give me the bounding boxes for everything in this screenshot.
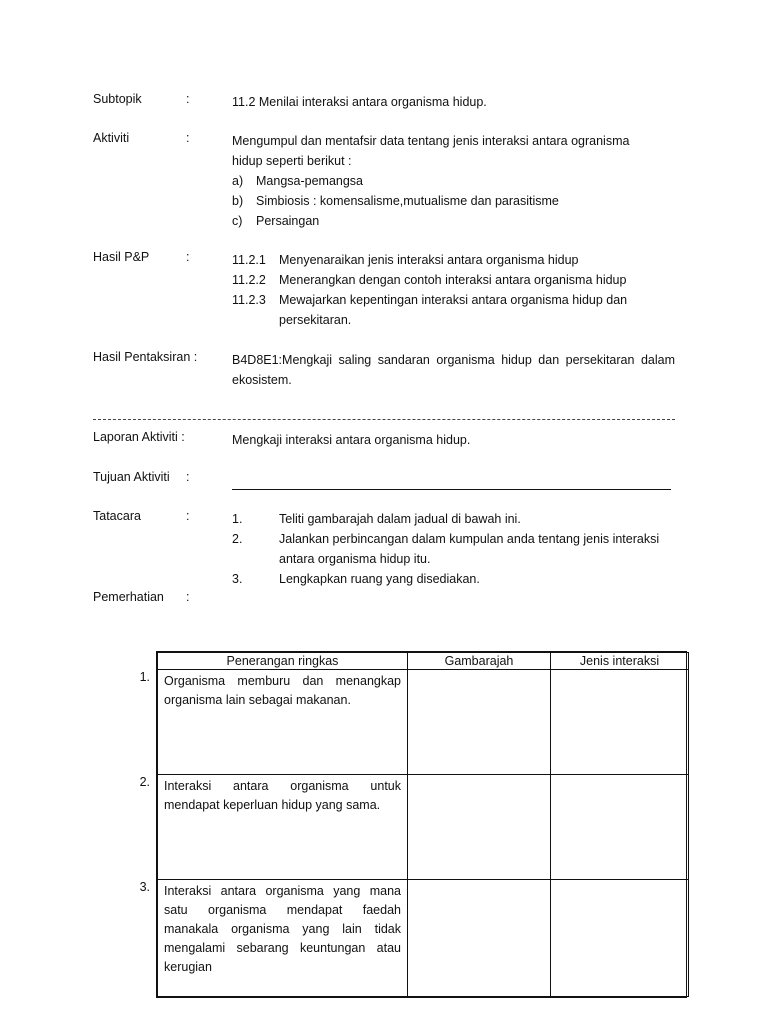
aktiviti-item-text: Persaingan [256,214,320,228]
aktiviti-content [232,131,675,231]
table-header-row [158,653,689,670]
subtopik-value: 11.2 Menilai interaksi antara organisma hidup. [232,95,487,109]
hasil-pp-code: 11.2.2 [232,273,266,287]
tatacara-step-num: 3. [232,572,243,586]
jenis-interaksi-cell[interactable] [551,775,689,880]
hasil-pp-item [232,290,675,310]
hasil-pp-text: Menyenaraikan jenis interaksi antara organisma hidup [279,253,579,267]
pemerhatian-colon: : [186,590,190,604]
aktiviti-item-marker: b) [232,194,244,208]
table-row [158,775,689,880]
tatacara-step-text: Teliti gambarajah dalam jadual di bawah ini. [279,512,521,526]
hasil-pp-text: Mewajarkan kepentingan interaksi antara organisma hidup dan [279,293,628,307]
tujuan-aktiviti-colon: : [186,470,190,484]
tatacara-step-text: Lengkapkan ruang yang disediakan. [279,572,480,586]
pemerhatian-label: Pemerhatian [93,590,164,604]
row-description: Organisma memburu dan menangkap organisma lain sebagai makanan. [158,670,408,775]
tujuan-aktiviti-content [232,470,675,490]
hasil-pp-code: 11.2.3 [232,293,266,307]
aktiviti-item [232,191,675,211]
aktiviti-item-marker: c) [232,214,243,228]
aktiviti-intro-line2: hidup seperti berikut : [232,154,352,168]
tatacara-colon: : [186,509,190,523]
tatacara-step-text: Jalankan perbincangan dalam kumpulan anda tentang jenis interaksi [279,532,660,546]
gambarajah-cell[interactable] [408,670,551,775]
table-row-number: 1. [139,670,150,684]
header-jenis-interaksi: Jenis interaksi [551,653,689,670]
row-description: Interaksi antara organisma untuk mendapat keperluan hidup yang sama. [158,775,408,880]
table-row-number: 2. [139,775,150,789]
tatacara-content [232,509,675,589]
tatacara-step [232,509,675,529]
tujuan-aktiviti-label: Tujuan Aktiviti [93,470,170,484]
row-description: Interaksi antara organisma yang mana satu organisma mendapat faedah manakala organisma yang lain tidak mengalami sebarang keuntungan atau kerugian [158,880,408,997]
hasil-pp-code: 11.2.1 [232,253,266,267]
subtopik-label: Subtopik [93,92,142,106]
table-row [158,670,689,775]
aktiviti-item-text: Mangsa-pemangsa [256,174,364,188]
gambarajah-cell[interactable] [408,775,551,880]
dashed-divider [93,419,675,420]
table-row [158,880,689,997]
hasil-pentaksiran-content [232,350,675,390]
hasil-pp-item [232,270,675,290]
aktiviti-item-text: Simbiosis : komensalisme,mutualisme dan parasitisme [256,194,559,208]
header-gambarajah: Gambarajah [408,653,551,670]
hasil-pentaksiran-line2: ekosistem. [232,373,292,387]
subtopik-colon: : [186,92,190,106]
jenis-interaksi-cell[interactable] [551,880,689,997]
tatacara-label: Tatacara [93,509,141,523]
tatacara-step [232,569,675,589]
aktiviti-item [232,211,675,231]
aktiviti-intro-line1: Mengumpul dan mentafsir data tentang jenis interaksi antara ogranisma [232,134,630,148]
tatacara-step-num: 1. [232,512,243,526]
laporan-aktiviti-value: Mengkaji interaksi antara organisma hidup. [232,433,471,447]
interaction-table [156,651,687,998]
hasil-pp-text: Menerangkan dengan contoh interaksi antara organisma hidup [279,273,627,287]
hasil-pp-item [232,250,675,270]
laporan-aktiviti-label: Laporan Aktiviti : [93,430,185,444]
hasil-pp-continuation: persekitaran. [279,313,352,327]
table-row-number: 3. [139,880,150,894]
tujuan-aktiviti-blank-line[interactable] [232,473,671,490]
aktiviti-item [232,171,675,191]
tatacara-step-continuation: antara organisma hidup itu. [279,552,431,566]
gambarajah-cell[interactable] [408,880,551,997]
hasil-pentaksiran-label: Hasil Pentaksiran : [93,350,198,364]
hasil-pp-colon: : [186,250,190,264]
header-penerangan: Penerangan ringkas [158,653,408,670]
tatacara-step [232,529,675,549]
tatacara-step-num: 2. [232,532,243,546]
hasil-pp-label: Hasil P&P [93,250,150,264]
aktiviti-item-marker: a) [232,174,244,188]
aktiviti-label: Aktiviti [93,131,130,145]
aktiviti-colon: : [186,131,190,145]
hasil-pentaksiran-line1: B4D8E1:Mengkaji saling sandaran organisma hidup dan persekitaran dalam [232,353,675,367]
hasil-pp-content [232,250,675,330]
jenis-interaksi-cell[interactable] [551,670,689,775]
